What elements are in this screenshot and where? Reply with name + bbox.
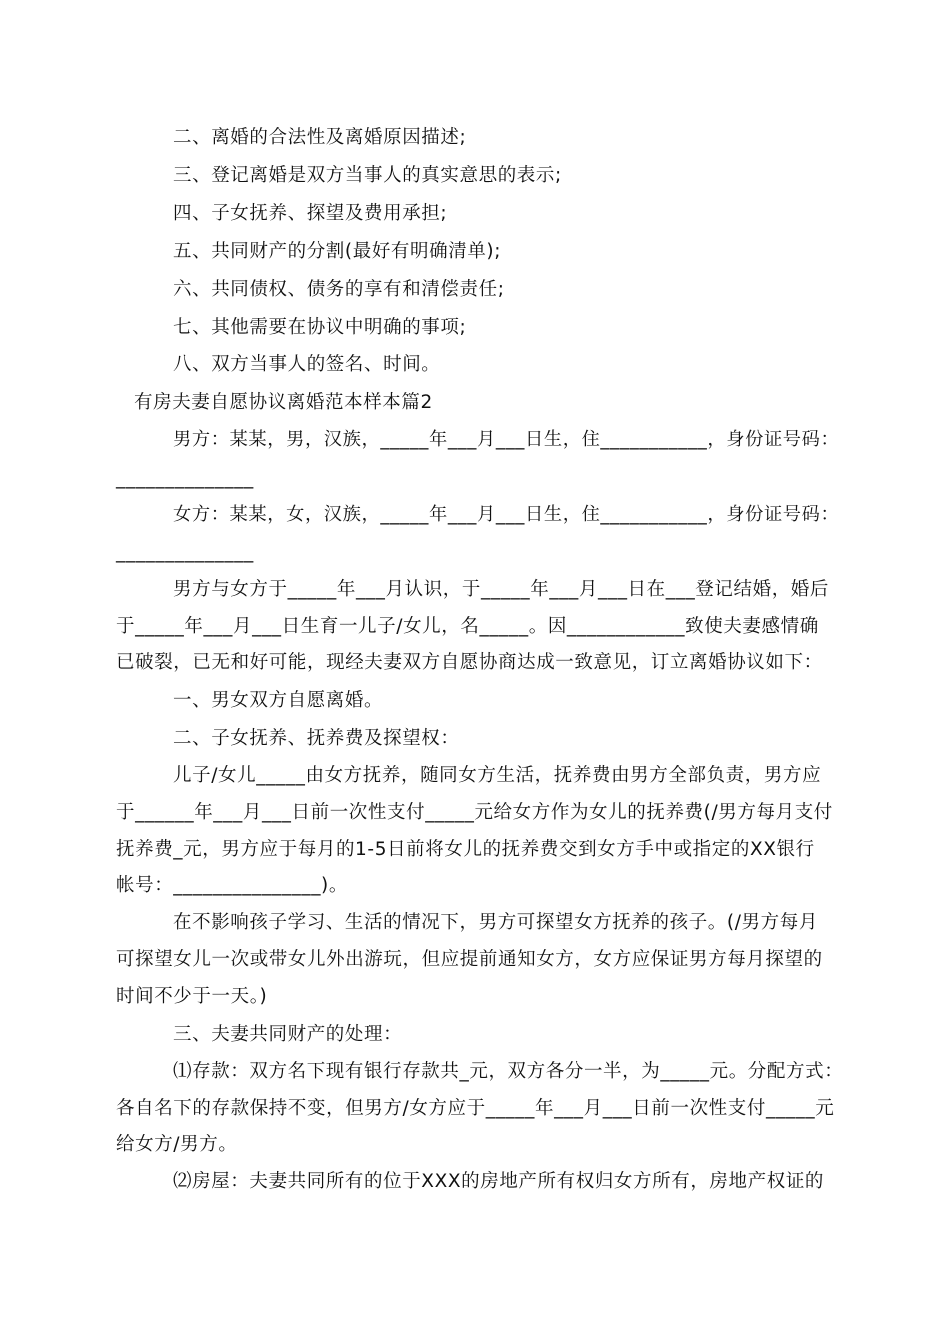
marriage-background-3: 已破裂，已无和好可能，现经夫妻双方自愿协商达成一致意见，订立离婚协议如下： — [116, 652, 823, 673]
article-1: 一、男女双方自愿离婚。 — [173, 690, 384, 711]
clause-2: 二、离婚的合法性及离婚原因描述; — [173, 127, 467, 148]
clause-8: 八、双方当事人的签名、时间。 — [173, 354, 441, 375]
deposit-para-1: ⑴存款：双方名下现有银行存款共_元，双方各分一半，为_____元。分配方式： — [173, 1061, 844, 1082]
female-party-info: 女方：某某，女，汉族，_____年___月___日生，住___________，身份证号码： — [173, 504, 840, 525]
clause-5: 五、共同财产的分割(最好有明确清单); — [173, 241, 502, 262]
male-id-blank: ______________ — [116, 468, 254, 489]
clause-6: 六、共同债权、债务的享有和清偿责任; — [173, 279, 505, 300]
clause-4: 四、子女抚养、探望及费用承担; — [173, 203, 448, 224]
clause-3: 三、登记离婚是双方当事人的真实意思的表示; — [173, 165, 562, 186]
house-para-1: ⑵房屋：夫妻共同所有的位于XXX的房地产所有权归女方所有，房地产权证的 — [173, 1171, 825, 1192]
clause-7: 七、其他需要在协议中明确的事项; — [173, 317, 467, 338]
article-3-heading: 三、夫妻共同财产的处理： — [173, 1024, 403, 1045]
custody-para-1: 儿子/女儿_____由女方抚养，随同女方生活，抚养费由男方全部负责，男方应 — [173, 765, 822, 786]
custody-para-2: 于______年___月___日前一次性支付_____元给女方作为女儿的抚养费(/男方每月支付 — [116, 802, 833, 823]
female-id-blank: ______________ — [116, 542, 254, 563]
deposit-para-2: 各自名下的存款保持不变，但男方/女方应于_____年___月___日前一次性支付_____元 — [116, 1098, 835, 1119]
visitation-para-2: 可探望女儿一次或带女儿外出游玩，但应提前通知女方，女方应保证男方每月探望的 — [116, 949, 823, 970]
visitation-para-1: 在不影响孩子学习、生活的情况下，男方可探望女方抚养的孩子。(/男方每月 — [173, 912, 818, 933]
custody-para-3: 抚养费_元，男方应于每月的1-5日前将女儿的抚养费交到女方手中或指定的XX银行 — [116, 839, 815, 860]
article-2-heading: 二、子女抚养、抚养费及探望权： — [173, 728, 460, 749]
visitation-para-3: 时间不少于一天。) — [116, 986, 268, 1007]
marriage-background-1: 男方与女方于_____年___月认识，于_____年___月___日在___登记结婚，婚后 — [173, 579, 830, 600]
deposit-para-3: 给女方/男方。 — [116, 1134, 238, 1155]
marriage-background-2: 于_____年___月___日生育一儿子/女儿，名_____。因____________致使夫妻感情确 — [116, 616, 819, 637]
male-party-info: 男方：某某，男，汉族，_____年___月___日生，住___________，身份证号码： — [173, 429, 840, 450]
custody-para-4: 帐号：_______________)。 — [116, 875, 348, 896]
section-heading: 有房夫妻自愿协议离婚范本样本篇2 — [134, 392, 433, 413]
